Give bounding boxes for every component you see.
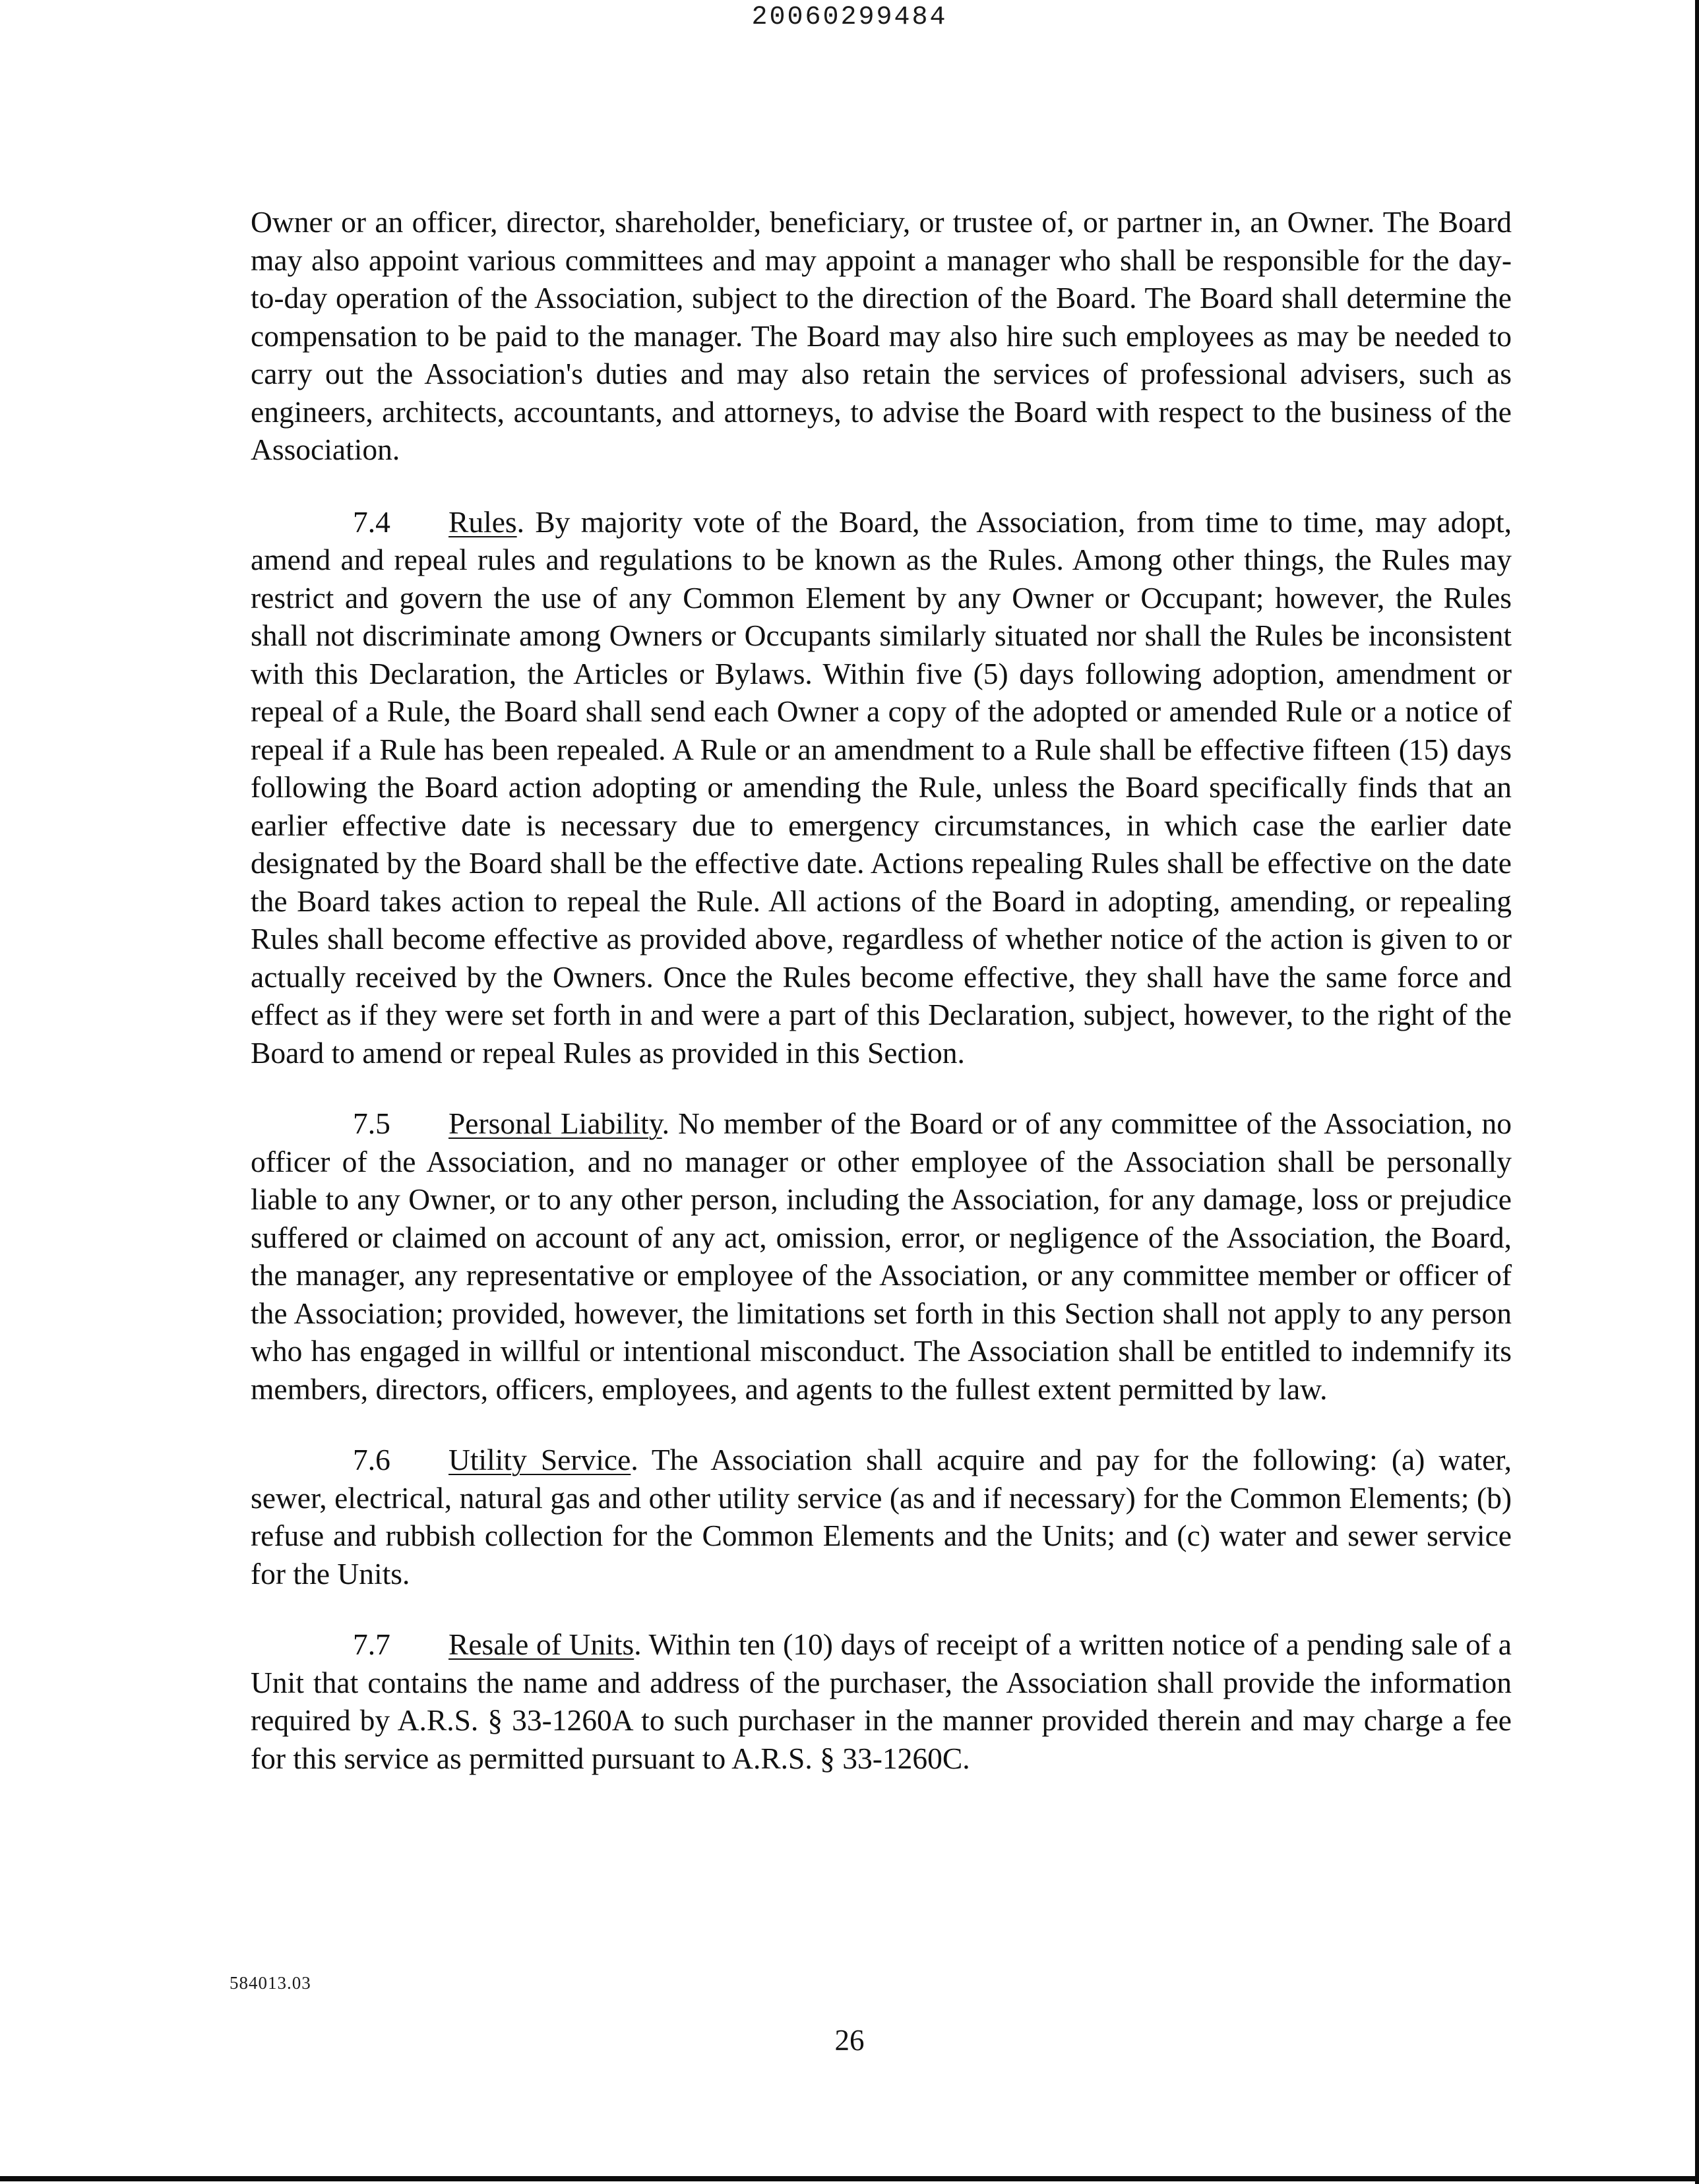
- recording-number: 20060299484: [751, 3, 948, 32]
- page-number: 26: [834, 2024, 865, 2057]
- section-number: 7.4: [353, 504, 390, 539]
- section-heading: Utility Service: [448, 1443, 631, 1476]
- section-7-6: [251, 1441, 1512, 1592]
- section-text: . By majority vote of the Board, the Association, from time to time, may adopt, amend and repeal rules and regulations to be known as the Rules. Among other things, the Rules may restrict and govern the use of any Common Element by any Owner or Occupant; however, the Rules shall not discriminate among Owners or Occupants similarly situated nor shall the Rules be inconsistent with this Declaration, the Articles or Bylaws. Within five (5) days following adoption, amendment or repeal of a Rule, the Board shall send each Owner a copy of the adopted or amended Rule or a notice of repeal if a Rule has been repealed. A Rule or an amendment to a Rule shall be effective fifteen (15) days following the Board action adopting or amending the Rule, unless the Board specifically finds that an earlier effective date is necessary due to emergency circumstances, in which case the earlier date designated by the Board shall be the effective date. Actions repealing Rules shall be effective on the date the Board takes action to repeal the Rule. All actions of the Board in adopting, amending, or repealing Rules shall become effective as provided above, regardless of whether notice of the action is given to or actually received by the Owners. Once the Rules become effective, they shall have the same force and effect as if they were set forth in and were a part of this Declaration, subject, however, to the right of the Board to amend or repeal Rules as provided in this Section.: [251, 504, 1512, 1070]
- section-heading: Personal Liability: [448, 1107, 662, 1140]
- section-7-5: [251, 1105, 1512, 1408]
- section-text: . Within ten (10) days of receipt of a written notice of a pending sale of a Unit that contains the name and address of the purchaser, the Association shall provide the information required by A.R.S. § 33-1260A to such purchaser in the manner provided therein and may charge a fee for this service as permitted pursuant to A.R.S. § 33-1260C.: [251, 1627, 1512, 1775]
- section-7-7: [251, 1625, 1512, 1777]
- intro-paragraph: Owner or an officer, director, shareholder, beneficiary, or trustee of, or partner in, an Owner. The Board may also appoint various committees and may appoint a manager who shall be responsible for the day-to-day operation of the Association, subject to the direction of the Board. The Board shall determine the compensation to be paid to the manager. The Board may also hire such employees as may be needed to carry out the Association's duties and may also retain the services of professional advisers, such as engineers, architects, accountants, and attorneys, to advise the Board with respect to the business of the Association.: [251, 205, 1512, 466]
- right-border: [1695, 0, 1699, 2184]
- section-7-4: [251, 503, 1512, 1072]
- section-text: . No member of the Board or of any committee of the Association, no officer of the Association, and no manager or other employee of the Association shall be personally liable to any Owner, or to any other person, including the Association, for any damage, loss or prejudice suffered or claimed on account of any act, omission, error, or negligence of the Association, the Board, the manager, any representative or employee of the Association, or any committee member or officer of the Association; provided, however, the limitations set forth in this Section shall not apply to any person who has engaged in willful or intentional misconduct. The Association shall be entitled to indemnify its members, directors, officers, employees, and agents to the fullest extent permitted by law.: [251, 1107, 1512, 1406]
- section-text: . The Association shall acquire and pay for the following: (a) water, sewer, electrical, natural gas and other utility service (as and if necessary) for the Common Elements; (b) refuse and rubbish collection for the Common Elements and the Units; and (c) water and sewer service for the Units.: [251, 1443, 1512, 1591]
- bottom-border: [0, 2176, 1699, 2181]
- section-number: 7.7: [353, 1627, 390, 1661]
- section-heading: Rules: [448, 504, 517, 539]
- document-reference: 584013.03: [230, 1973, 311, 1993]
- section-number: 7.6: [353, 1443, 390, 1476]
- section-heading: Resale of Units: [448, 1627, 634, 1661]
- section-number: 7.5: [353, 1107, 390, 1140]
- document-body: [251, 203, 1512, 1810]
